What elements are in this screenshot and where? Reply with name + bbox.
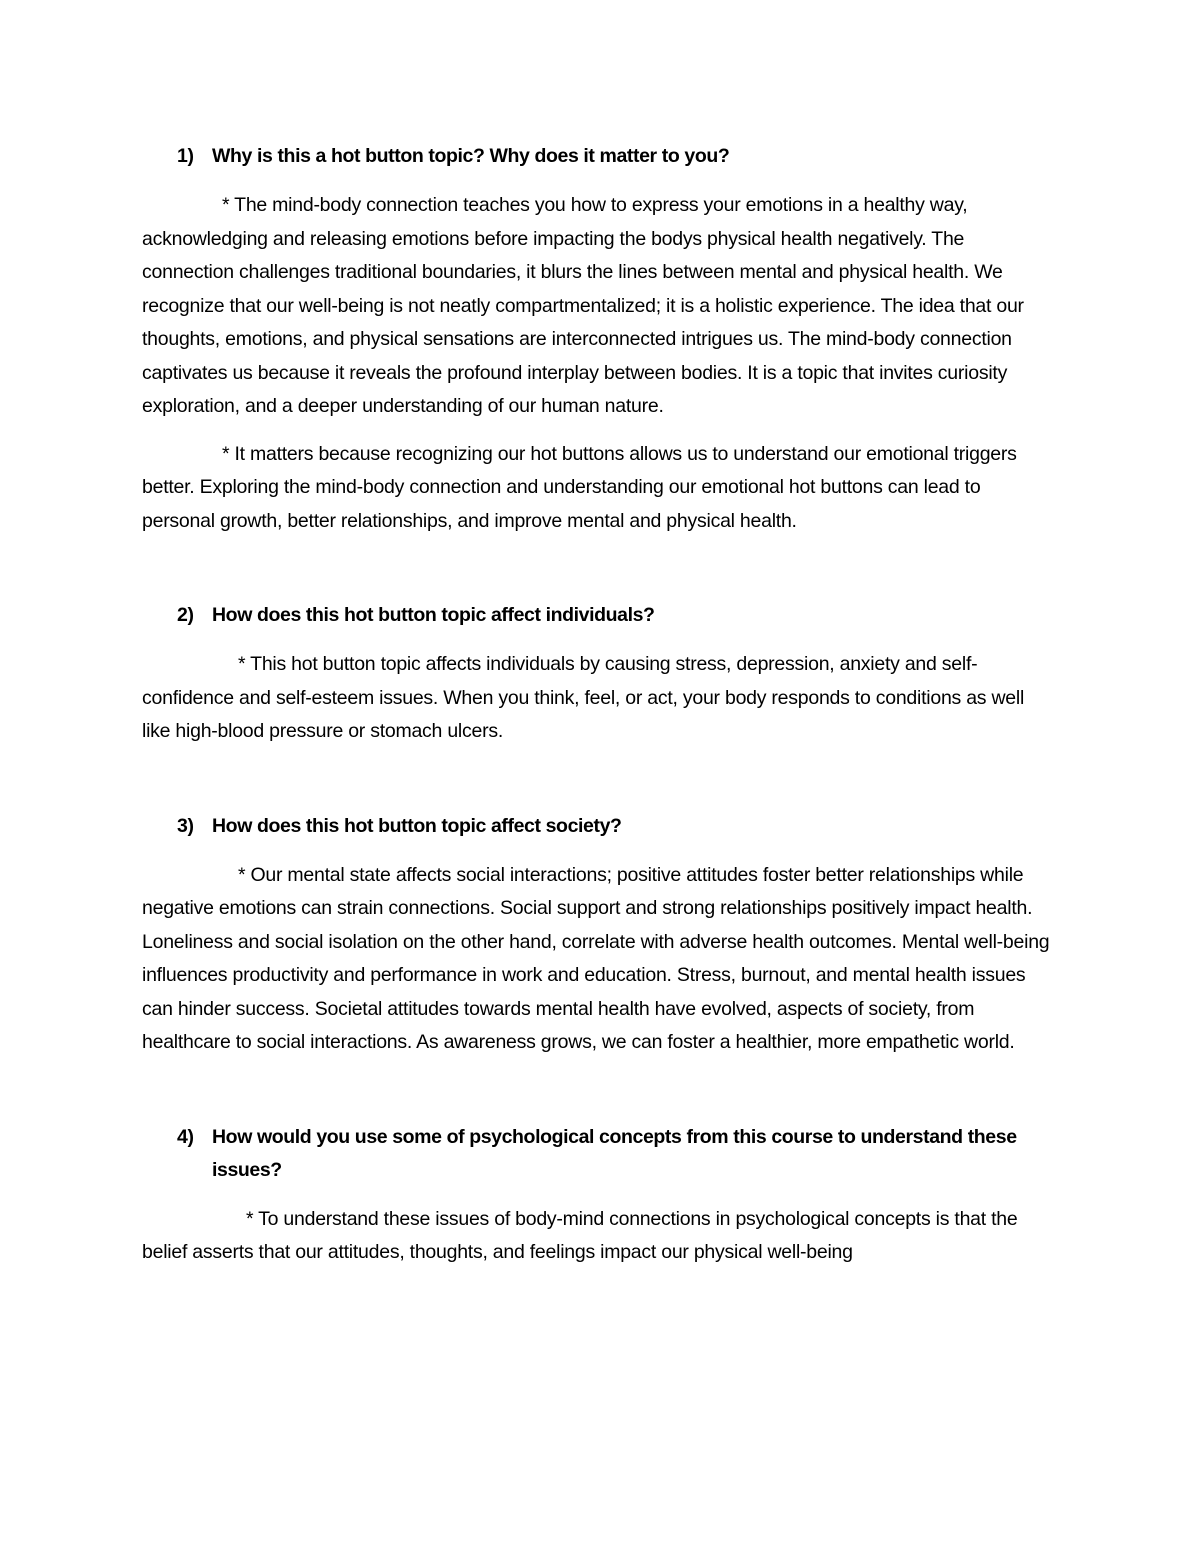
question-heading bbox=[177, 1121, 1057, 1187]
question-text: How does this hot button topic affect individuals? bbox=[212, 604, 655, 626]
document-body bbox=[142, 140, 1057, 1270]
question-number: 1) bbox=[177, 145, 194, 167]
question-heading bbox=[177, 810, 1057, 843]
question-text: How would you use some of psychological concepts from this course to understand these issues? bbox=[212, 1125, 1017, 1181]
section-2 bbox=[142, 599, 1057, 749]
question-heading bbox=[177, 140, 1057, 173]
question-text: Why is this a hot button topic? Why does it matter to you? bbox=[212, 145, 730, 167]
section-1 bbox=[142, 140, 1057, 538]
answer-paragraph: * This hot button topic affects individuals by causing stress, depression, anxiety and self-confidence and self-esteem issues. When you think, feel, or act, your body responds to conditions as well like high-blood pressure or stomach ulcers. bbox=[142, 653, 1025, 742]
section-4 bbox=[142, 1121, 1057, 1270]
question-heading bbox=[177, 599, 1057, 632]
question-number: 4) bbox=[177, 1125, 194, 1148]
answer-paragraph: * The mind-body connection teaches you how to express your emotions in a healthy way, acknowledging and releasing emotions before impacting the bodys physical health negatively. The connection challenges traditional boundaries, it blurs the lines between mental and physical health. We recognize that our well-being is not neatly compartmentalized; it is a holistic experience. The idea that our thoughts, emotions, and physical sensations are interconnected intrigues us. The mind-body connection captivates us because it reveals the profound interplay between bodies. It is a topic that invites curiosity exploration, and a deeper understanding of our human nature. bbox=[142, 194, 1024, 417]
answer-paragraph: * To understand these issues of body-mind connections in psychological concepts is that the belief asserts that our attitudes, thoughts, and feelings impact our physical well-being bbox=[142, 1207, 1018, 1263]
answer-paragraph: * Our mental state affects social interactions; positive attitudes foster better relationships while negative emotions can strain connections. Social support and strong relationships positively impact health. Loneliness and social isolation on the other hand, correlate with adverse health outcomes. Mental well-being influences productivity and performance in work and education. Stress, burnout, and mental health issues can hinder success. Societal attitudes towards mental health have evolved, aspects of society, from healthcare to social interactions. As awareness grows, we can foster a healthier, more empathetic world. bbox=[142, 863, 1050, 1053]
section-3 bbox=[142, 810, 1057, 1060]
question-number: 3) bbox=[177, 814, 194, 837]
question-number: 2) bbox=[177, 604, 194, 626]
answer-paragraph: * It matters because recognizing our hot buttons allows us to understand our emotional triggers better. Exploring the mind-body connection and understanding our emotional hot buttons can lead to personal growth, better relationships, and improve mental and physical health. bbox=[142, 442, 1017, 532]
question-text: How does this hot button topic affect society? bbox=[212, 814, 622, 837]
